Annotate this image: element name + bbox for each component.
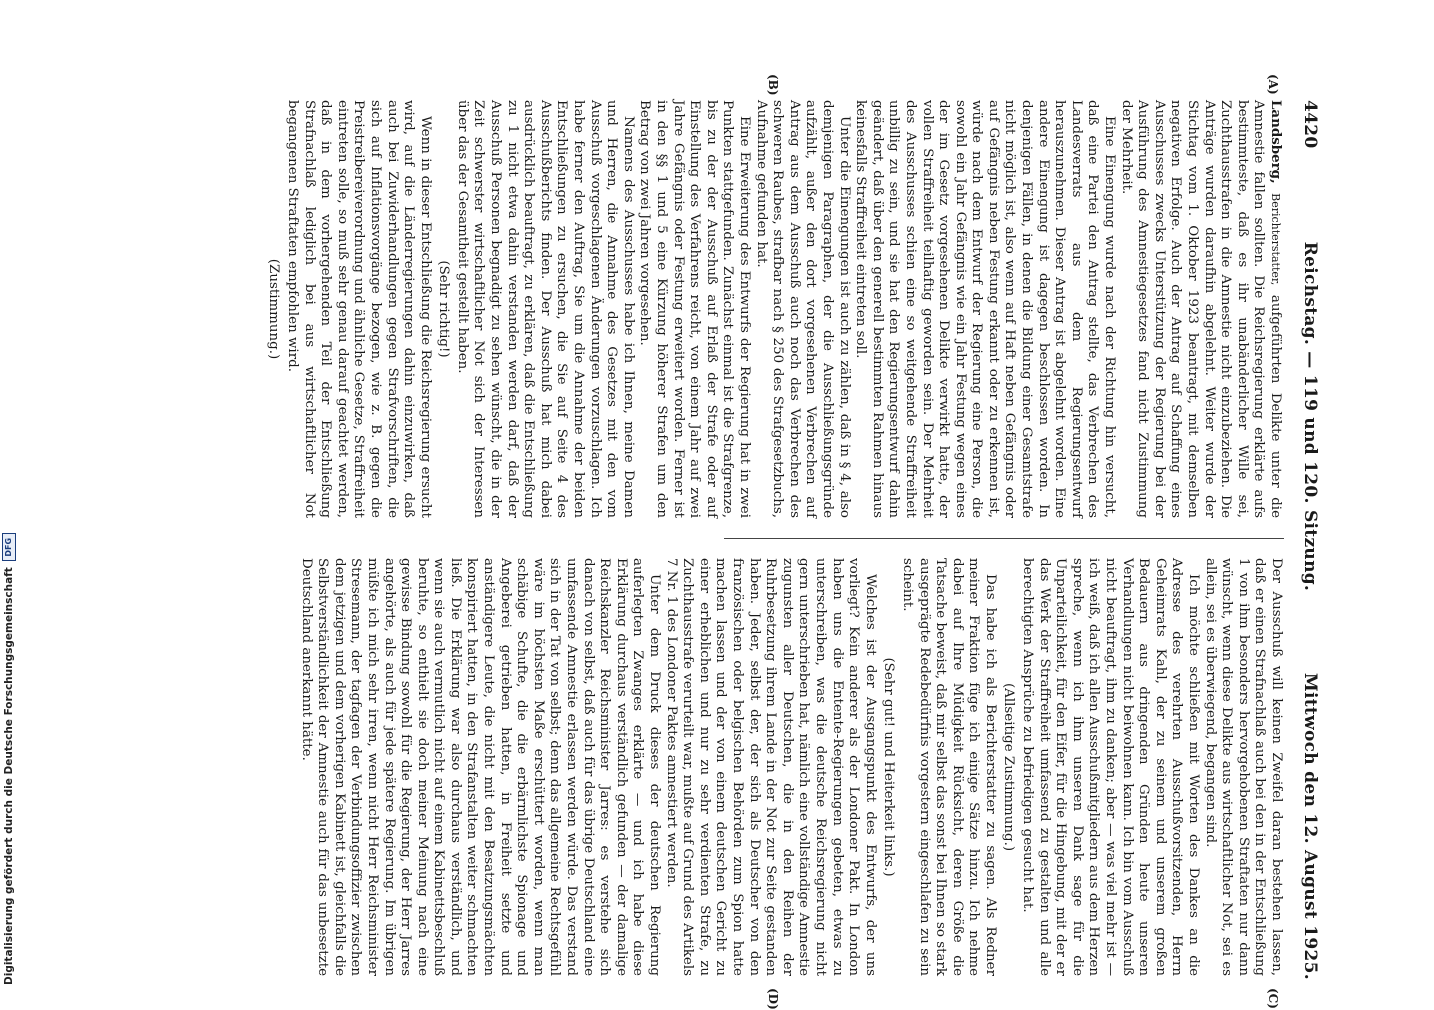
paragraph: Unter die Einengungen ist auch zu zählen, daß in § 4, also demjenigen Paragraphen, der die Ausschließungsgründe aufzählt, außer den dort vorgesehenen Verbrechen auf Antrag aus dem Ausschuß auch noch das Verbrechen des schweren Raubes, strafbar nach § 250 des Strafgesetzbuchs, Aufnahme gefunden hat.: [753, 100, 852, 518]
margin-mark-a: (A): [1266, 74, 1280, 95]
margin-mark-b: (B): [766, 74, 780, 96]
speaker-name: Landsberg,: [1268, 100, 1284, 184]
paragraph: Das habe ich als Berichterstatter zu sagen. Als Redner meiner Fraktion füge ich einige Sätze hinzu. Ich nehme dabei auf Ihre Müdigkeit Rücksicht, deren Größe die Tatsache beweist, daß mir selbst das sonst bei Ihnen so stark ausgeprägte Redebedürfnis vorgestern eingeschlafen zu sein scheint.: [899, 558, 998, 976]
page-number: 4420: [1300, 100, 1320, 149]
rotated-page: [120, 74, 1320, 1010]
paragraph: Namens des Ausschusses habe ich Ihnen, meine Damen und Herren, die Annahme des Gesetzes mit den vom Ausschuß vorgeschlagenen Änderungen vorzuschlagen. Ich habe ferner den Auftrag, Sie um die Annahme der beiden Entschließungen zu ersuchen, die Sie auf Seite 4 des Ausschußberichts finden. Der Ausschuß hat mich dabei ausdrücklich beauftragt, zu erklären, daß die Entschließung zu 1 nicht etwa dahin verstanden werden darf, daß der Ausschuß Personen begnadigt zu sehen wünscht, die in der Zeit schwerster wirtschaftlicher Not sich der Interessen über das der Gesamtheit gestellt haben.: [454, 100, 636, 518]
interjection: (Sehr richtig!): [436, 260, 452, 358]
paragraph: Unter dem Druck dieses der deutschen Regierung auferlegten Zwanges erklärte — und ich habe diese Erklärung durchaus verständlich gefunden — der damalige Reichskanzler Reichsminister Jarres: es verstehe sich danach von selbst, daß auch für das übrige Deutschland eine umfassende Amnestie erlassen werden würde. Das verstand sich in der Tat von selbst; denn das allgemeine Rechtsgefühl wäre im höchsten Maße erschüttert worden, wenn man schäbige Schufte, die die erbärmlichste Spionage und Angeberei getrieben hatten, in Freiheit setzte und anständigere Leute, die nicht mit den Besatzungsmächten konspiriert hatten, in den Strafanstalten weiter schmachten ließ. Die Erklärung war also durchaus verständlich, und wenn sie auch vermutlich nicht auf einem Kabinettsbeschluß beruhte, so enthielt sie doch meiner Meinung nach eine gewisse Bindung sowohl für die Regierung, der Herr Jarres angehörte, als auch für jede spätere Regierung. Im übrigen müßte ich mich sehr irren, wenn nicht Herr Reichsminister Stresemann, der tagfagen der Verbindungsoffizier zwischen dem jetzigen und dem vorherigen Kabinett ist, gleichfalls die Selbstverständlichkeit der Amnestie auch für das unbesetzte Deutschland anerkannt hätte.: [298, 558, 663, 976]
interjection: (Allseitige Zustimmung.): [1001, 682, 1017, 852]
margin-mark-c: (C): [1266, 988, 1280, 1009]
credit-text: Digitalisierung gefördert durch die Deutsche Forschungsgemeinschaft: [3, 567, 15, 985]
column-divider: [724, 538, 1284, 539]
right-column: [164, 558, 1284, 976]
paragraph: Ich möchte schließen mit Worten des Dankes an die Adresse des verehrten Ausschußvorsitzenden, Herrn Geheimrats Kahl, der zu seinem und unserem großen Bedauern aus dringenden Gründen heute unseren Verhandlungen nicht beiwohnen kann. Ich bin vom Ausschuß nicht beauftragt, ihm zu danken; aber — was viel mehr ist — ich weiß, daß ich allen Ausschußmitgliedern aus dem Herzen spreche, wenn ich ihm unseren Dank sage für die Unparteilichkeit, für den Eifer, für die Hingebung, mit der er das Werk der Straffreiheit umfassend zu gestalten und alle berechtigten Ansprüche zu befriedigen gesucht hat.: [1020, 558, 1202, 976]
interjection: (Zustimmung.): [266, 258, 282, 360]
session-date: Mittwoch den 12. August 1925.: [1300, 672, 1320, 980]
paragraph: Welches ist der Ausgangspunkt des Entwurfs, der uns vorliegt? Kein anderer als der Londoner Pakt. In London haben uns die Entente-Regierungen gebeten, etwas zu unterschreiben, was die deutsche Reichsregierung nicht gern unterschrieben hat, nämlich eine vollständige Amnestie zugunsten aller Deutschen, die in den Reihen der Ruhrbesetzung ihrem Lande in der Not zur Seite gestanden haben. Jeder, selbst der, der sich als Deutscher von den französischen oder belgischen Behörden zum Spion hatte machen lassen und der von einem deutschen Gericht zu einer erheblichen und nur zu sehr verdienten Strafe, zu Zuchthausstrafe verurteilt war, mußte auf Grund des Artikels 7 Nr. 1 des Londoner Paktes amnestiert werden.: [663, 558, 878, 976]
margin-mark-d: (D): [766, 988, 780, 1010]
dfg-logo-icon: DFG: [2, 533, 16, 561]
interjection: (Sehr gut! und Heiterkeit links.): [881, 657, 897, 877]
paragraph: [1117, 100, 1284, 518]
left-column: [164, 100, 1284, 518]
page-header: [1292, 100, 1320, 980]
speaker-role: Berichterstatter,: [1269, 193, 1282, 286]
digitization-credit: [2, 25, 16, 985]
paragraph: Eine Erweiterung des Entwurfs der Regierung hat in zwei Punkten stattgefunden. Zunächst einmal ist die Strafgrenze, bis zu der der Ausschuß auf Erlaß der Strafe oder auf Einstellung des Verfahrens reicht, von einem Jahr auf zwei Jahre Gefängnis oder Festung erweitert worden. Ferner ist in den §§ 1 und 5 eine Kürzung höherer Strafen um den Betrag von zwei Jahren vorgesehen.: [637, 100, 752, 518]
paragraph: Wenn in dieser Entschließung die Reichsregierung ersucht wird, auf die Länderregierungen dahin einzuwirken, daß auch bei Zuwiderhandlungen gegen Strafvorschriften, die sich auf Inflationsvorgänge bezogen, wie z. B. gegen die Preistreibereiverordnung und ähnliche Gesetze, Straffreiheit eintreten solle, so muß sehr genau darauf geachtet werden, daß in dem vorhergehenden Teil der Entschließung Strafnachlaß lediglich bei aus wirtschaftlicher Not begangenen Straftaten empfohlen wird.: [284, 100, 433, 518]
paragraph-text: aufgeführten Delikte unter die Amnestie fallen sollten. Die Reichsregierung erklärte aufs bestimmteste, daß es ihr unabänderlicher Wille sei, Zuchthausstrafen in die Amnestie nicht einzubeziehen. Die Anträge wurden daraufhin abgelehnt. Weiter wurde der Stichtag vom 1. Oktober 1923 beantragt, mit demselben negativen Erfolge. Auch der Antrag auf Schaffung eines Ausschusses zwecks Unterstützung der Regierung bei der Ausführung des Amnestiegesetzes fand nicht Zustimmung der Mehrheit.: [1118, 100, 1283, 518]
session-title: Reichstag. — 119 und 120. Sitzung.: [1300, 241, 1320, 592]
paragraph: Der Ausschuß will keinen Zweifel daran bestehen lassen, daß er einen Strafnachlaß auch bei den in der Entschließung 1 von ihm besonders hervorgehobenen Straftaten nur dann wünscht, wenn diese Delikte aus wirtschaftlicher Not, sei es allein, sei es überwiegend, begangen sind.: [1202, 558, 1284, 976]
paragraph: Eine Einengung wurde nach der Richtung hin versucht, daß eine Partei den Antrag stellte, das Verbrechen des Landesverrats aus dem Regierungsentwurf herauszunehmen. Dieser Antrag ist abgelehnt worden. Eine andere Einengung ist dagegen beschlossen worden. In denjenigen Fällen, in denen die Bildung einer Gesamtstrafe nicht möglich ist, also wenn auf Haft neben Gefängnis oder auf Gefängnis neben Festung erkannt oder zu erkennen ist, würde nach dem Entwurf der Regierung eine Person, die sowohl ein Jahr Gefängnis wie ein Jahr Festung wegen eines der im Gesetz vorgesehenen Delikte verwirkt hatte, der vollen Straffreiheit teilhaftig geworden sein. Der Mehrheit des Ausschusses schien eine so weitgehende Straffreiheit unbillig zu sein, und sie hat den Regierungsentwurf dahin geändert, daß über den generell bestimmten Rahmen hinaus keinesfalls Straffreiheit eintreten soll.: [853, 100, 1118, 518]
